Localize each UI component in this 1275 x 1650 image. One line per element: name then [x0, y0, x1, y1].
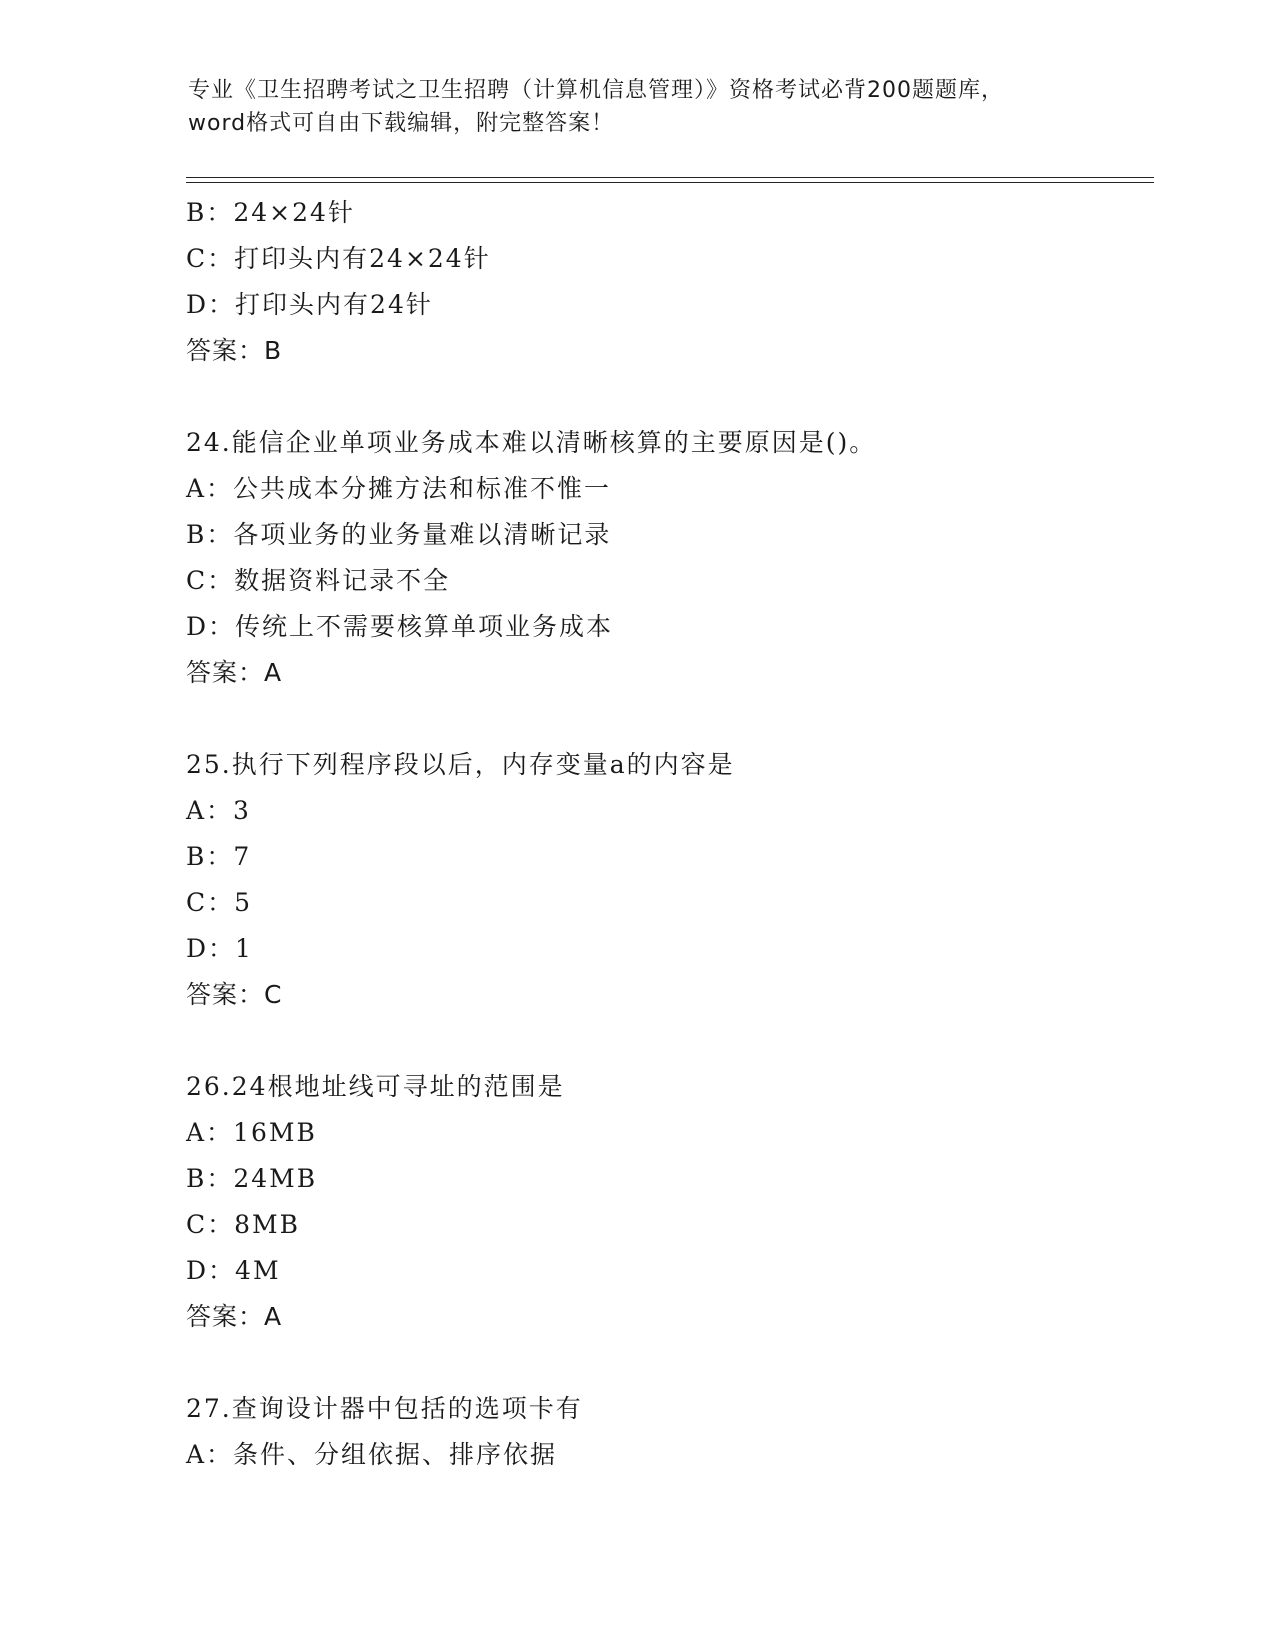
answer-line: 答案：A — [186, 1302, 283, 1331]
spacer — [186, 374, 1166, 420]
option-a: A：16MB — [186, 1118, 317, 1147]
option-b: B：24×24针 — [186, 198, 355, 227]
answer-line: 答案：C — [186, 980, 283, 1009]
option-a: A：3 — [186, 796, 251, 825]
question-title: 26.24根地址线可寻址的范围是 — [186, 1072, 565, 1101]
answer-line: 答案：A — [186, 658, 283, 687]
question-block-prev — [186, 190, 1166, 374]
question-title: 24.能信企业单项业务成本难以清晰核算的主要原因是()。 — [186, 428, 877, 457]
option-b: B：7 — [186, 842, 252, 871]
answer-line: 答案：B — [186, 336, 283, 365]
option-b: B：24MB — [186, 1164, 318, 1193]
question-block-26 — [186, 1064, 1166, 1340]
question-block-27 — [186, 1386, 1166, 1478]
question-title: 25.执行下列程序段以后，内存变量a的内容是 — [186, 750, 735, 779]
header-line-1: 专业《卫生招聘考试之卫生招聘（计算机信息管理）》资格考试必背200题题库， — [188, 78, 1004, 103]
option-b: B：各项业务的业务量难以清晰记录 — [186, 520, 612, 549]
option-c: C：5 — [186, 888, 253, 917]
option-a: A：公共成本分摊方法和标准不惟一 — [186, 474, 612, 503]
header-line-2: word格式可自由下载编辑，附完整答案！ — [188, 111, 615, 136]
header-divider-top — [186, 177, 1154, 178]
option-a: A：条件、分组依据、排序依据 — [186, 1440, 558, 1469]
option-d: D：传统上不需要核算单项业务成本 — [186, 612, 614, 641]
question-title: 27.查询设计器中包括的选项卡有 — [186, 1394, 583, 1423]
spacer — [186, 1340, 1166, 1386]
spacer — [186, 696, 1166, 742]
header-divider-bottom — [186, 182, 1154, 183]
option-d: D：4M — [186, 1256, 281, 1285]
spacer — [186, 1018, 1166, 1064]
option-c: C：8MB — [186, 1210, 301, 1239]
option-d: D：1 — [186, 934, 253, 963]
question-block-25 — [186, 742, 1166, 1018]
option-c: C：数据资料记录不全 — [186, 566, 451, 595]
document-header — [188, 74, 1088, 140]
question-list — [186, 190, 1166, 1478]
question-block-24 — [186, 420, 1166, 696]
option-d: D：打印头内有24针 — [186, 290, 433, 319]
option-c: C：打印头内有24×24针 — [186, 244, 491, 273]
